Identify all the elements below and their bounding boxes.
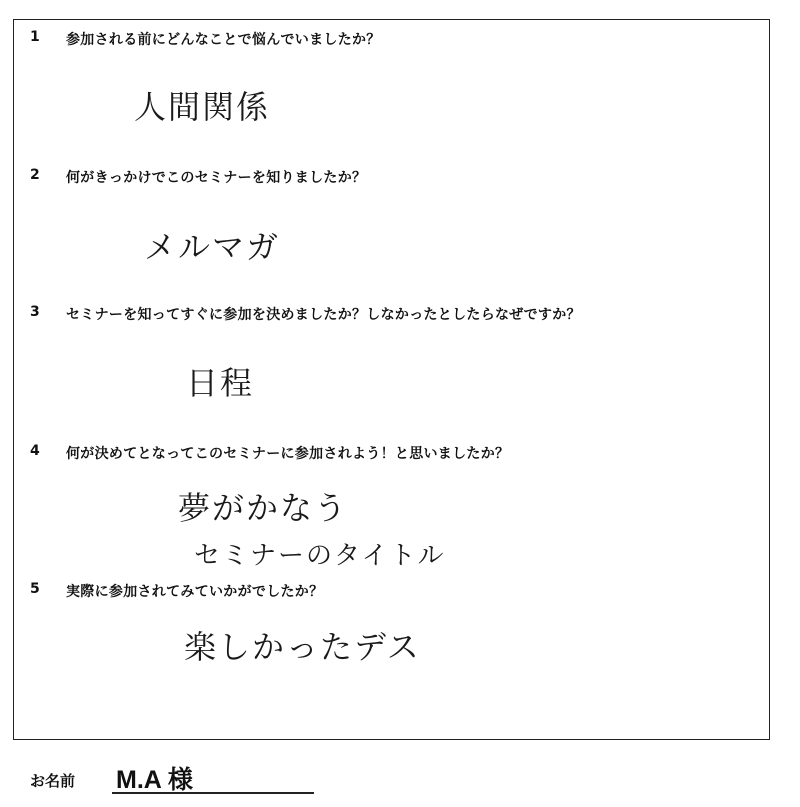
name-underline: [112, 792, 314, 794]
answer-5-line-1: 楽しかったデス: [184, 628, 421, 666]
question-number: 4: [30, 443, 40, 459]
question-text: 何が決めてとなってこのセミナーに参加されよう！と思いましたか？: [66, 446, 510, 462]
answer-3-line-1: 日程: [186, 364, 255, 402]
name-field: [30, 760, 290, 796]
answer-4-line-1: 夢がかなう: [178, 489, 349, 527]
question-number: 2: [30, 167, 40, 183]
question-text: 何がきっかけでこのセミナーを知りましたか？: [66, 170, 367, 186]
question-text: 参加される前にどんなことで悩んでいましたか？: [66, 32, 381, 48]
question-number: 1: [30, 29, 40, 45]
answer-1-line-1: 人間関係: [134, 88, 271, 126]
answer-2-line-1: メルマガ: [144, 228, 281, 266]
name-label: お名前: [30, 772, 76, 790]
question-number: 3: [30, 304, 40, 320]
name-value: M.A 様: [116, 766, 193, 794]
question-text: 実際に参加されてみていかがでしたか？: [66, 584, 324, 600]
question-number: 5: [30, 581, 40, 597]
answer-4-line-2: セミナーのタイトル: [194, 541, 446, 571]
question-text: セミナーを知ってすぐに参加を決めましたか？しなかったとしたらなぜですか？: [66, 307, 581, 323]
